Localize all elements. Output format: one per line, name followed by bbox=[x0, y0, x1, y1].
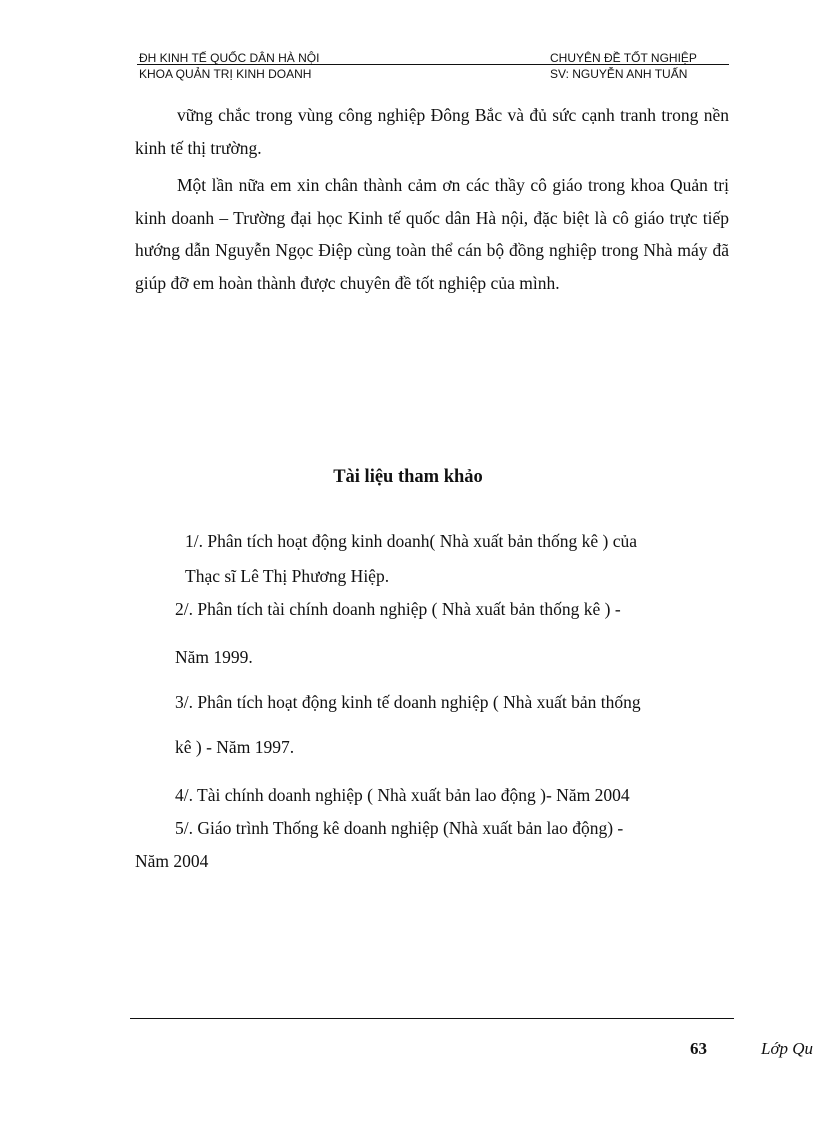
reference-1-line-1: 1/. Phân tích hoạt động kinh doanh( Nhà xuất bản thống kê ) của bbox=[185, 531, 637, 551]
references-title: Tài liệu tham khảo bbox=[333, 467, 483, 487]
header-thesis-type: CHUYÊN ĐỀ TỐT NGHIỆP bbox=[550, 51, 697, 65]
reference-5-line-2: Năm 2004 bbox=[135, 851, 209, 871]
reference-4: 4/. Tài chính doanh nghiệp ( Nhà xuất bản lao động )- Năm 2004 bbox=[175, 785, 630, 805]
page-number: 63 bbox=[690, 1039, 707, 1058]
footer-class-label: Lớp Qu bbox=[761, 1039, 814, 1058]
reference-2-line-1: 2/. Phân tích tài chính doanh nghiệp ( Nhà xuất bản thống kê ) - bbox=[175, 599, 621, 619]
reference-3-line-2: kê ) - Năm 1997. bbox=[175, 737, 295, 757]
header-student: SV: NGUYỄN ANH TUẤN bbox=[550, 67, 688, 81]
reference-1-line-2: Thạc sĩ Lê Thị Phương Hiệp. bbox=[185, 566, 390, 586]
header-university: ĐH KINH TẾ QUỐC DÂN HÀ NỘI bbox=[139, 51, 320, 65]
reference-3-line-1: 3/. Phân tích hoạt động kinh tế doanh nghiệp ( Nhà xuất bản thống bbox=[175, 692, 641, 712]
footer-divider bbox=[130, 1018, 734, 1019]
body-paragraph-continuation: vững chắc trong vùng công nghiệp Đông Bắc và đủ sức cạnh tranh trong nền kinh tế thị trường. bbox=[135, 105, 729, 158]
header-faculty: KHOA QUẢN TRỊ KINH DOANH bbox=[139, 67, 312, 81]
reference-5-line-1: 5/. Giáo trình Thống kê doanh nghiệp (Nhà xuất bản lao động) - bbox=[175, 818, 624, 838]
header-divider bbox=[137, 64, 729, 65]
reference-2-line-2: Năm 1999. bbox=[175, 647, 253, 667]
body-paragraph-acknowledgement: Một lần nữa em xin chân thành cảm ơn các thầy cô giáo trong khoa Quản trị kinh doanh – Trường đại học Kinh tế quốc dân Hà nội, đặc biệt là cô giáo trực tiếp hướng dẫn Nguyễn Ngọc Điệp cùng toàn thể cán bộ đồng nghiệp trong Nhà máy đã giúp đỡ em hoàn thành được chuyên đề tốt nghiệp của mình. bbox=[135, 175, 729, 293]
